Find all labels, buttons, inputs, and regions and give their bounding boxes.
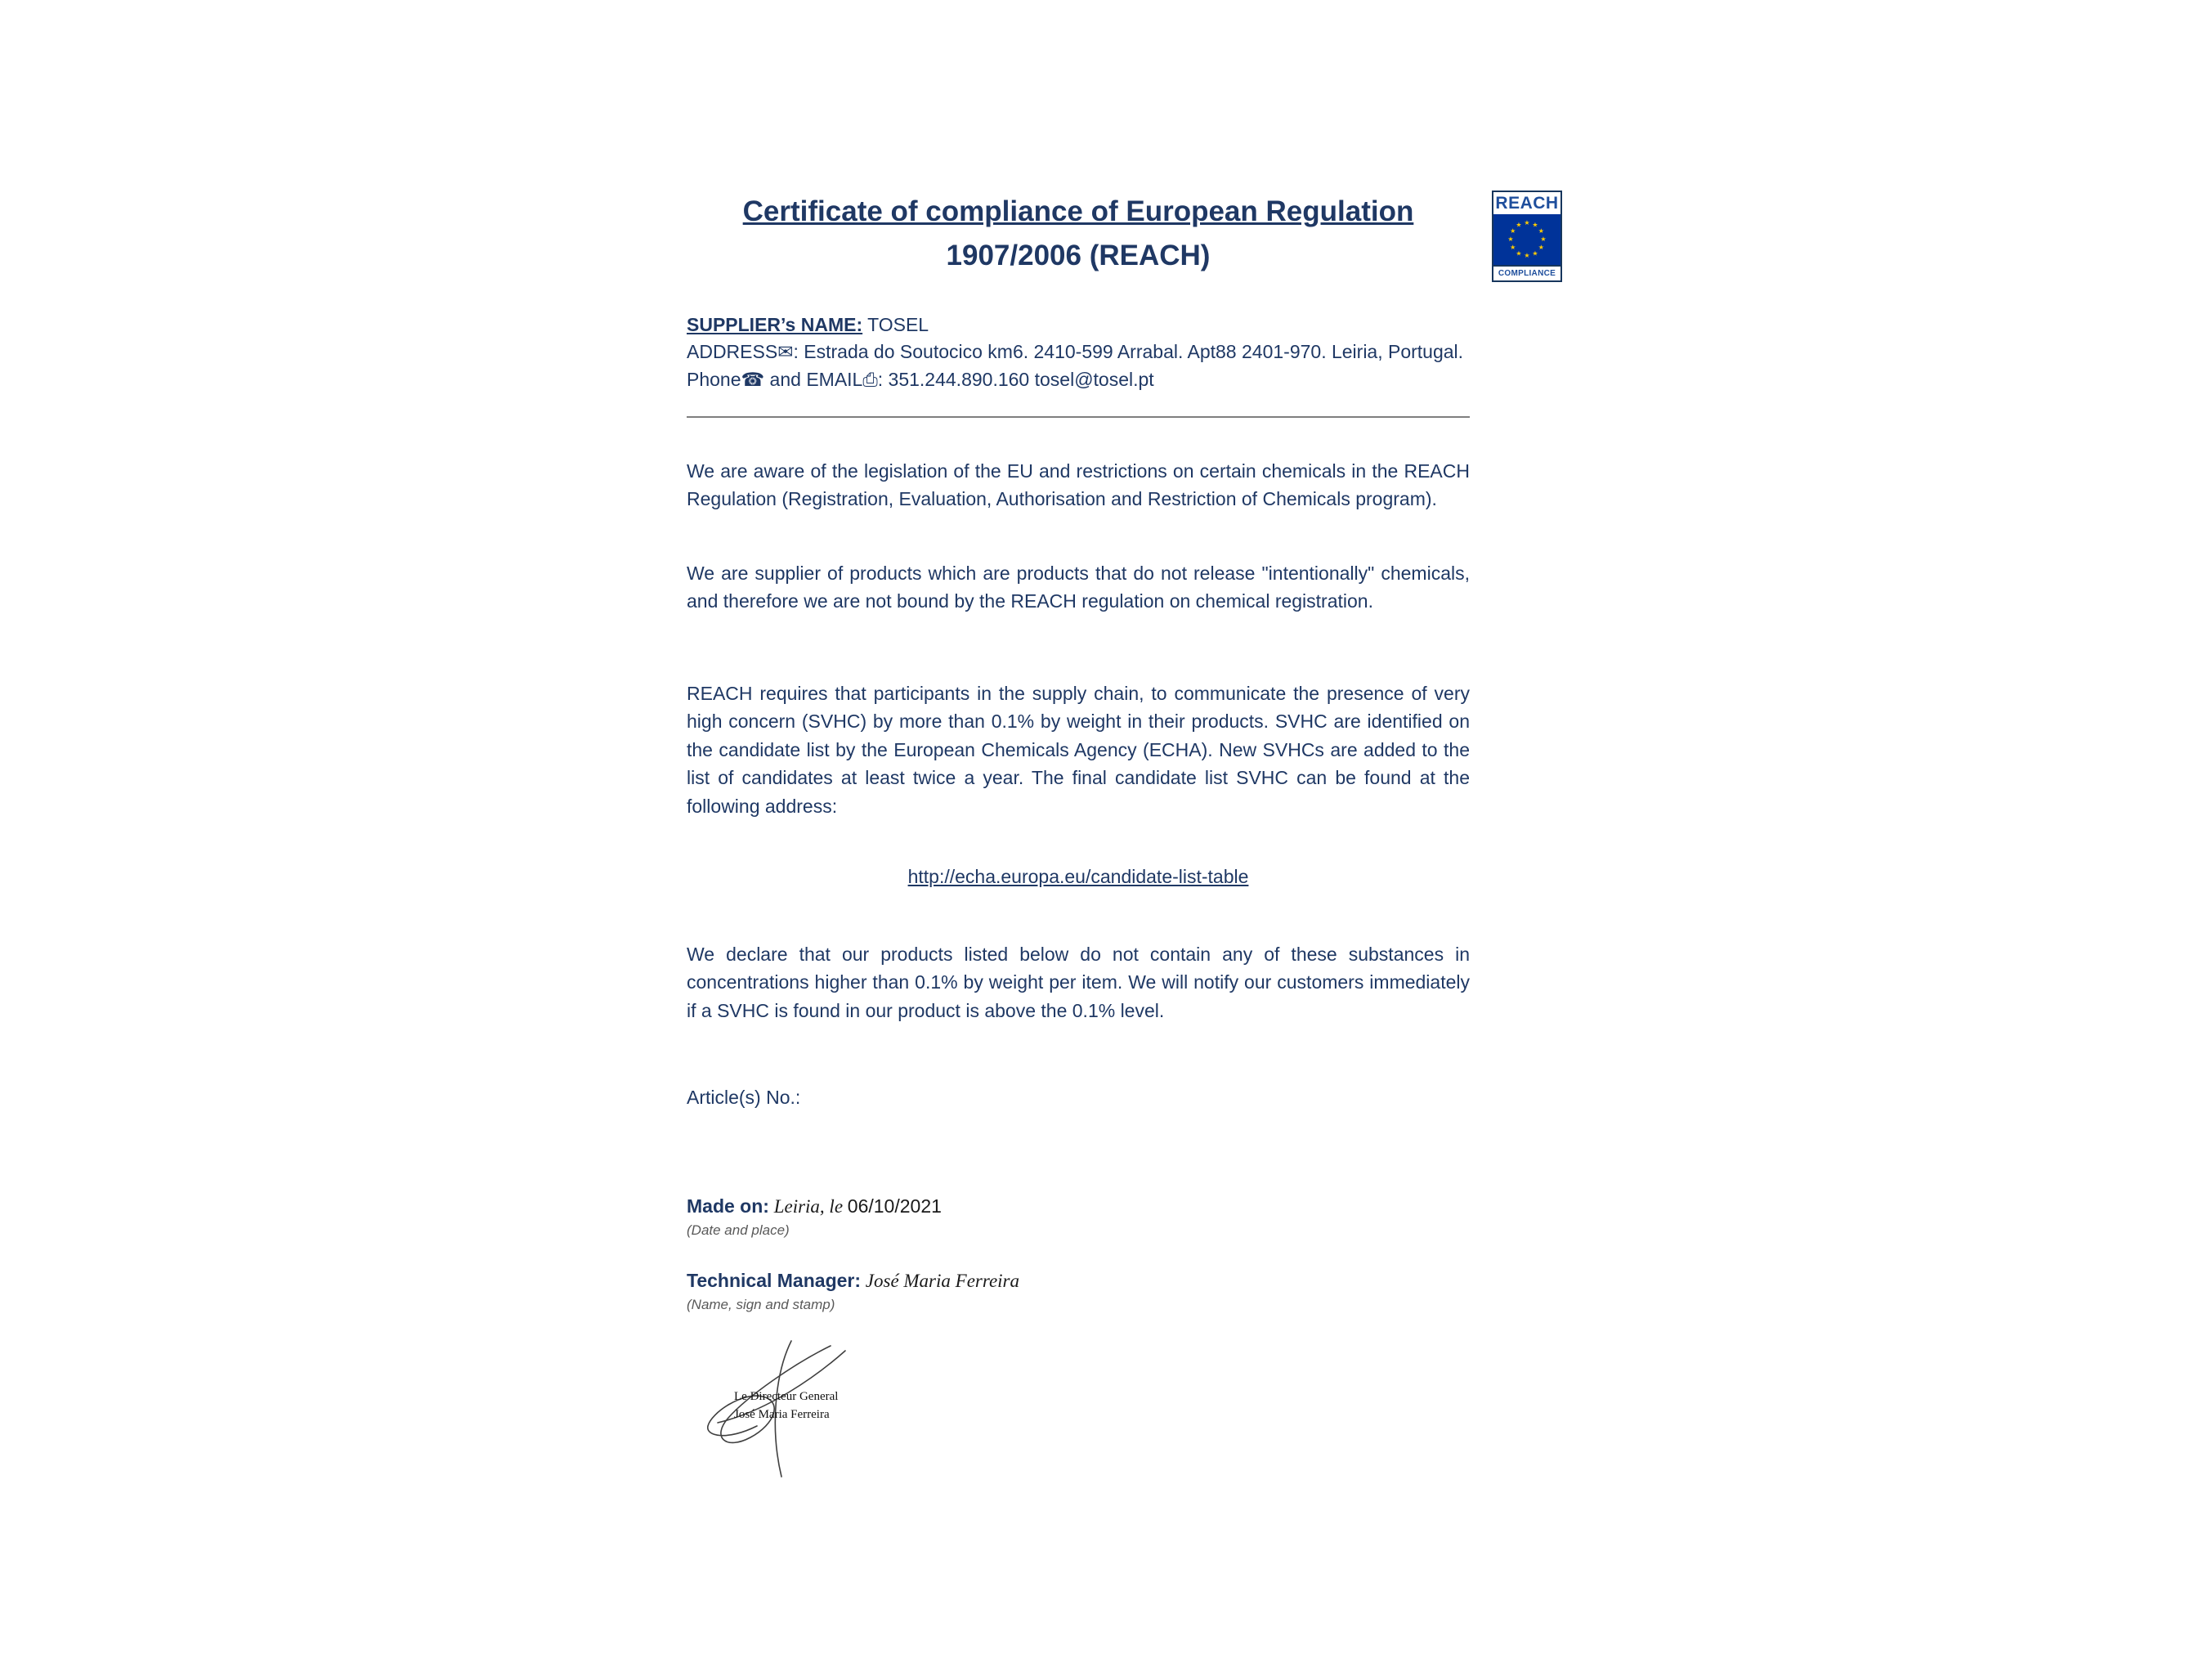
svg-text:★: ★ — [1538, 244, 1544, 251]
certificate-document — [687, 190, 1470, 1481]
signature-name: José Maria Ferreira — [734, 1407, 830, 1421]
eu-stars-icon — [1493, 214, 1560, 265]
fax-icon: ⎙ — [862, 370, 878, 392]
svg-text:★: ★ — [1532, 221, 1538, 229]
svg-text:★: ★ — [1532, 249, 1538, 258]
svg-text:★: ★ — [1510, 227, 1516, 235]
address-value: : Estrada do Soutocico km6. 2410-599 Arrabal. Apt88 2401-970. Leiria, Portugal. — [793, 340, 1464, 362]
svg-text:★: ★ — [1538, 227, 1544, 235]
phone-label: Phone — [687, 369, 741, 391]
and-email-label: and EMAIL — [764, 369, 863, 391]
supplier-name-line — [687, 312, 1470, 339]
svg-text:★: ★ — [1516, 221, 1522, 229]
supplier-name-value: TOSEL — [862, 313, 929, 335]
date-place-caption: (Date and place) — [687, 1222, 790, 1239]
eu-flag-icon — [1493, 214, 1560, 265]
signature-title: Le Directeur General — [734, 1390, 839, 1404]
paragraph-awareness: We are aware of the legislation of the EU and restrictions on certain chemicals in the REACH Regulation (Registration, Evaluation, Authorisation and Restriction of Chemicals program). — [687, 460, 1470, 510]
made-on-label: Made on: — [687, 1195, 769, 1217]
sign-stamp-caption: (Name, sign and stamp) — [687, 1297, 835, 1313]
address-label: ADDRESS — [687, 340, 778, 362]
svg-text:★: ★ — [1507, 235, 1514, 243]
svg-text:★: ★ — [1510, 244, 1516, 251]
article-number-label: Article(s) No.: — [687, 1087, 801, 1109]
paragraph-declaration: We declare that our products listed below do not contain any of these substances in concentrations higher than 0.1% by weight per item. We will notify our customers immediately if a SVHC is found in our product is above the 0.1% level. — [687, 943, 1470, 1021]
paragraph-supplier-statement: We are supplier of products which are products that do not release "intentionally" chemicals, and therefore we are not bound by the REACH regulation on chemical registration. — [687, 562, 1470, 612]
signature-text — [734, 1388, 838, 1424]
technical-manager-label: Technical Manager: — [687, 1269, 862, 1291]
phone-icon: ☎ — [741, 370, 765, 392]
section-divider — [687, 416, 1470, 418]
technical-manager-line — [687, 1267, 1470, 1296]
reach-logo-title: REACH — [1495, 194, 1559, 213]
paragraph-svhc-requirements: REACH requires that participants in the supply chain, to communicate the presence of very high concern (SVHC) by more than 0.1% by weight in their products. SVHC are identified on the candidate list by the European Chemicals Agency (ECHA). New SVHCs are added to the list of candidates at least twice a year. The final candidate list SVHC can be found at the following address: — [687, 682, 1470, 817]
made-on-line — [687, 1192, 1470, 1222]
candidate-list-link-row — [687, 863, 1470, 891]
supplier-info-block — [687, 312, 1470, 395]
svg-text:★: ★ — [1524, 219, 1530, 226]
technical-manager-name: José Maria Ferreira — [861, 1270, 1020, 1291]
reach-logo-compliance-label: COMPLIANCE — [1493, 265, 1560, 280]
supplier-address-line — [687, 339, 1470, 366]
svg-text:★: ★ — [1540, 235, 1547, 243]
document-title-line2: 1907/2006 (REACH) — [946, 240, 1211, 272]
supplier-contact-line — [687, 366, 1470, 394]
echa-candidate-list-link[interactable]: http://echa.europa.eu/candidate-list-table — [907, 866, 1249, 888]
made-on-date: 06/10/2021 — [847, 1195, 942, 1217]
reach-compliance-logo — [1492, 191, 1562, 282]
document-title-line1: Certificate of compliance of European Regulation — [742, 195, 1414, 227]
contact-value: : 351.244.890.160 tosel@tosel.pt — [877, 369, 1154, 391]
signature-block — [692, 1338, 937, 1481]
document-title — [687, 190, 1470, 279]
envelope-icon: ✉ — [777, 341, 794, 363]
supplier-name-label: SUPPLIER’s NAME: — [687, 313, 863, 335]
made-on-place: Leiria, le — [768, 1195, 848, 1217]
svg-text:★: ★ — [1516, 249, 1522, 258]
svg-text:★: ★ — [1524, 252, 1530, 259]
